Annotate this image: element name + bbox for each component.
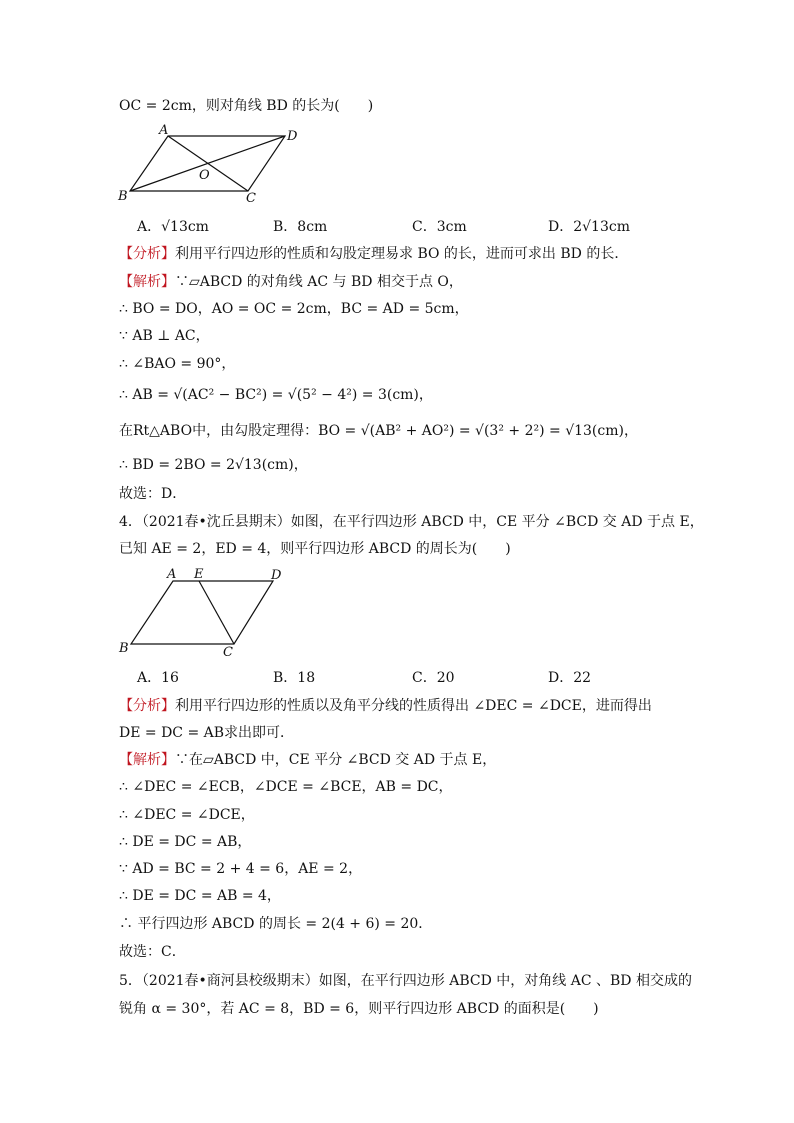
q3-intro: OC = 2cm，则对角线 BD 的长为( ) [119, 98, 374, 114]
q4-solution-line-7: ∴ 平行四边形 ABCD 的周长 = 2(4 + 6) = 20． [119, 916, 433, 932]
q3-solution-line-5: ∴ AB = √(AC² − BC²) = √(5² − 4²) = 3(cm)， [119, 387, 433, 403]
solution-text: ∵在▱ABCD 中，CE 平分 ∠BCD 交 AD 于点 E， [175, 752, 497, 768]
q3-option-c: C．3cm [412, 219, 467, 235]
q4-solution-line-4: ∴ DE = DC = AB， [119, 834, 252, 850]
q4-label-a: A [167, 567, 177, 582]
q5-stem-line-1: 5．（2021春•商河县校级期末）如图，在平行四边形 ABCD 中，对角线 AC 、BD 相交成的 [119, 973, 692, 989]
solution-tag: 【解析】 [119, 752, 175, 768]
q4-option-a: A．16 [137, 670, 179, 686]
q3-label-o: O [199, 168, 210, 183]
q4-stem-line-2: 已知 AE = 2，ED = 4，则平行四边形 ABCD 的周长为( ) [119, 541, 511, 557]
q4-answer: 故选：C． [119, 944, 186, 960]
q4-solution-line-1 [119, 750, 496, 770]
q3-label-d: D [287, 129, 298, 144]
solution-text: ∵▱ABCD 的对角线 AC 与 BD 相交于点 O， [175, 274, 463, 290]
q4-analysis-line-1 [119, 696, 652, 716]
q5-stem-line-2: 锐角 α = 30°，若 AC = 8，BD = 6，则平行四边形 ABCD 的面积是( ) [119, 1001, 599, 1017]
q4-parallelogram-figure [115, 564, 290, 660]
analysis-text: 利用平行四边形的性质和勾股定理易求 BO 的长，进而可求出 BD 的长． [175, 246, 629, 262]
q4-label-c: C [223, 645, 233, 660]
q3-parallelogram-figure [115, 120, 305, 204]
q3-option-a: A．√13cm [137, 219, 209, 235]
q3-solution-line-6: 在Rt△ABO中，由勾股定理得：BO = √(AB² + AO²) = √(3² + 2²) = √13(cm)， [119, 423, 638, 439]
q4-option-d: D．22 [548, 670, 592, 686]
q4-solution-line-2: ∴ ∠DEC = ∠ECB，∠DCE = ∠BCE，AB = DC， [119, 779, 453, 795]
q3-solution-line-1 [119, 272, 463, 292]
q3-answer: 故选：D． [119, 486, 187, 502]
q4-label-e: E [194, 567, 204, 582]
q4-solution-line-3: ∴ ∠DEC = ∠DCE， [119, 807, 255, 823]
q3-label-b: B [118, 189, 128, 204]
analysis-tag: 【分析】 [119, 698, 175, 714]
analysis-text: 利用平行四边形的性质以及角平分线的性质得出 ∠DEC = ∠DCE，进而得出 [175, 698, 652, 714]
q4-solution-line-6: ∴ DE = DC = AB = 4， [119, 888, 281, 904]
q4-analysis-line-2: DE = DC = AB求出即可． [119, 725, 295, 741]
q3-option-b: B．8cm [273, 219, 328, 235]
q4-label-d: D [271, 568, 282, 583]
q4-label-b: B [119, 641, 129, 656]
q3-solution-line-4: ∴ ∠BAO = 90°， [119, 356, 236, 372]
q3-solution-line-2: ∴ BO = DO，AO = OC = 2cm，BC = AD = 5cm， [119, 301, 469, 317]
q3-label-c: C [246, 191, 256, 204]
q3-analysis [119, 244, 628, 264]
q4-stem-line-1: 4．（2021春•沈丘县期末）如图，在平行四边形 ABCD 中，CE 平分 ∠BCD 交 AD 于点 E， [119, 514, 704, 530]
q3-option-d: D．2√13cm [548, 219, 630, 235]
q3-solution-line-7: ∴ BD = 2BO = 2√13(cm)， [119, 457, 308, 473]
q4-option-b: B．18 [273, 670, 316, 686]
solution-tag: 【解析】 [119, 274, 175, 290]
q3-solution-line-3: ∵ AB ⊥ AC， [119, 328, 210, 344]
q3-label-a: A [159, 123, 169, 138]
analysis-tag: 【分析】 [119, 246, 175, 262]
q4-option-c: C．20 [412, 670, 455, 686]
q4-solution-line-5: ∵ AD = BC = 2 + 4 = 6，AE = 2， [119, 861, 363, 877]
